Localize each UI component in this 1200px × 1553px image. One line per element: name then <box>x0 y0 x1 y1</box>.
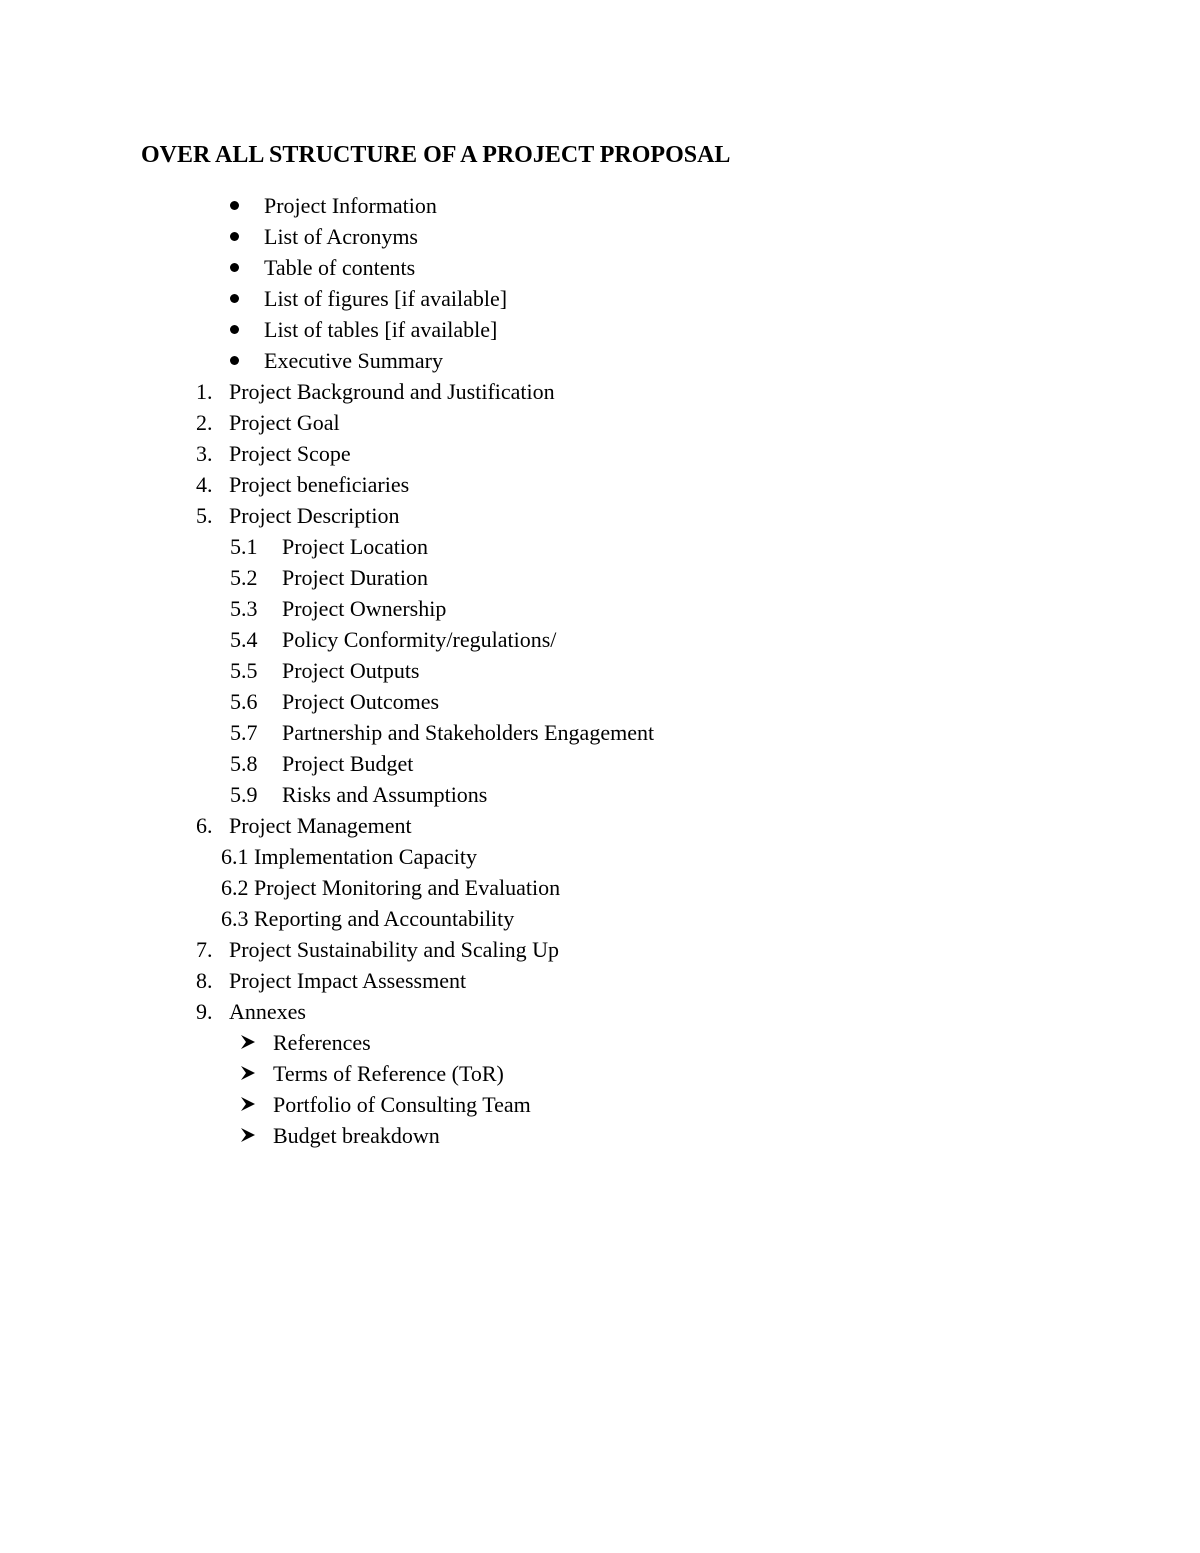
subsection-item <box>0 562 1200 593</box>
bullet-item-label: List of figures [if available] <box>264 286 508 311</box>
subsection-label: Project Outputs <box>282 658 420 683</box>
annex-item <box>0 1089 1200 1120</box>
section-item <box>0 376 1200 407</box>
section-label: Project Sustainability and Scaling Up <box>229 937 559 962</box>
subsection-item <box>0 655 1200 686</box>
subsection-label: Project Location <box>282 534 429 559</box>
bullet-item <box>0 221 1200 252</box>
section-item <box>0 934 1200 965</box>
bullet-icon <box>230 356 239 365</box>
subsection-item <box>0 903 1200 934</box>
annex-item-label: Portfolio of Consulting Team <box>273 1092 531 1117</box>
subsection-label: 6.3 Reporting and Accountability <box>221 906 515 931</box>
section-label: Annexes <box>229 999 306 1024</box>
annex-item-label: References <box>273 1030 371 1055</box>
bullet-icon <box>230 232 239 241</box>
annex-item-label: Budget breakdown <box>273 1123 440 1148</box>
section-item <box>0 810 1200 841</box>
subsection-label: Project Duration <box>282 565 429 590</box>
section-item <box>0 500 1200 531</box>
subsection-label: Project Ownership <box>282 596 447 621</box>
arrowhead-bullet-icon <box>240 1127 256 1143</box>
bullet-item-label: List of Acronyms <box>264 224 418 249</box>
section-number: 1. <box>196 379 213 404</box>
subsection-item <box>0 779 1200 810</box>
subsection-item <box>0 841 1200 872</box>
bullet-icon <box>230 201 239 210</box>
subsection-label: Partnership and Stakeholders Engagement <box>282 720 655 745</box>
section-label: Project Management <box>229 813 412 838</box>
subsection-label: Project Budget <box>282 751 414 776</box>
section-number: 9. <box>196 999 213 1024</box>
bullet-icon <box>230 325 239 334</box>
subsection-number: 5.6 <box>230 689 258 714</box>
section-item <box>0 996 1200 1027</box>
section-number: 2. <box>196 410 213 435</box>
subsection-label: Policy Conformity/regulations/ <box>282 627 557 652</box>
section-label: Project beneficiaries <box>229 472 410 497</box>
annex-item <box>0 1120 1200 1151</box>
arrowhead-bullet-icon <box>240 1034 256 1050</box>
section-number: 7. <box>196 937 213 962</box>
bullet-item <box>0 252 1200 283</box>
section-number: 6. <box>196 813 213 838</box>
bullet-item <box>0 314 1200 345</box>
subsection-item <box>0 872 1200 903</box>
subsection-number: 5.5 <box>230 658 258 683</box>
subsection-number: 5.2 <box>230 565 258 590</box>
bullet-item-label: Project Information <box>264 193 437 218</box>
arrowhead-bullet-icon <box>240 1096 256 1112</box>
bullet-item <box>0 345 1200 376</box>
section-label: Project Scope <box>229 441 351 466</box>
bullet-item <box>0 283 1200 314</box>
section-number: 4. <box>196 472 213 497</box>
page-title: OVER ALL STRUCTURE OF A PROJECT PROPOSAL <box>141 142 731 168</box>
subsection-number: 5.7 <box>230 720 258 745</box>
annex-item <box>0 1027 1200 1058</box>
subsection-item <box>0 717 1200 748</box>
subsection-number: 5.9 <box>230 782 258 807</box>
bullet-item-label: Executive Summary <box>264 348 444 373</box>
subsection-number: 5.3 <box>230 596 258 621</box>
section-number: 5. <box>196 503 213 528</box>
annex-item <box>0 1058 1200 1089</box>
bullet-item-label: List of tables [if available] <box>264 317 498 342</box>
subsection-label: Risks and Assumptions <box>282 782 488 807</box>
section-item <box>0 438 1200 469</box>
section-item <box>0 469 1200 500</box>
subsection-item <box>0 686 1200 717</box>
subsection-item <box>0 624 1200 655</box>
section-item <box>0 965 1200 996</box>
annex-item-label: Terms of Reference (ToR) <box>273 1061 504 1086</box>
subsection-item <box>0 531 1200 562</box>
subsection-item <box>0 748 1200 779</box>
section-item <box>0 407 1200 438</box>
subsection-item <box>0 593 1200 624</box>
subsection-number: 5.4 <box>230 627 258 652</box>
section-number: 8. <box>196 968 213 993</box>
bullet-icon <box>230 263 239 272</box>
section-label: Project Impact Assessment <box>229 968 467 993</box>
bullet-item <box>0 190 1200 221</box>
section-label: Project Goal <box>229 410 340 435</box>
subsection-label: Project Outcomes <box>282 689 440 714</box>
section-label: Project Background and Justification <box>229 379 555 404</box>
subsection-label: 6.1 Implementation Capacity <box>221 844 477 869</box>
bullet-item-label: Table of contents <box>264 255 416 280</box>
subsection-number: 5.1 <box>230 534 258 559</box>
section-number: 3. <box>196 441 213 466</box>
bullet-icon <box>230 294 239 303</box>
section-label: Project Description <box>229 503 400 528</box>
subsection-label: 6.2 Project Monitoring and Evaluation <box>221 875 561 900</box>
subsection-number: 5.8 <box>230 751 258 776</box>
arrowhead-bullet-icon <box>240 1065 256 1081</box>
